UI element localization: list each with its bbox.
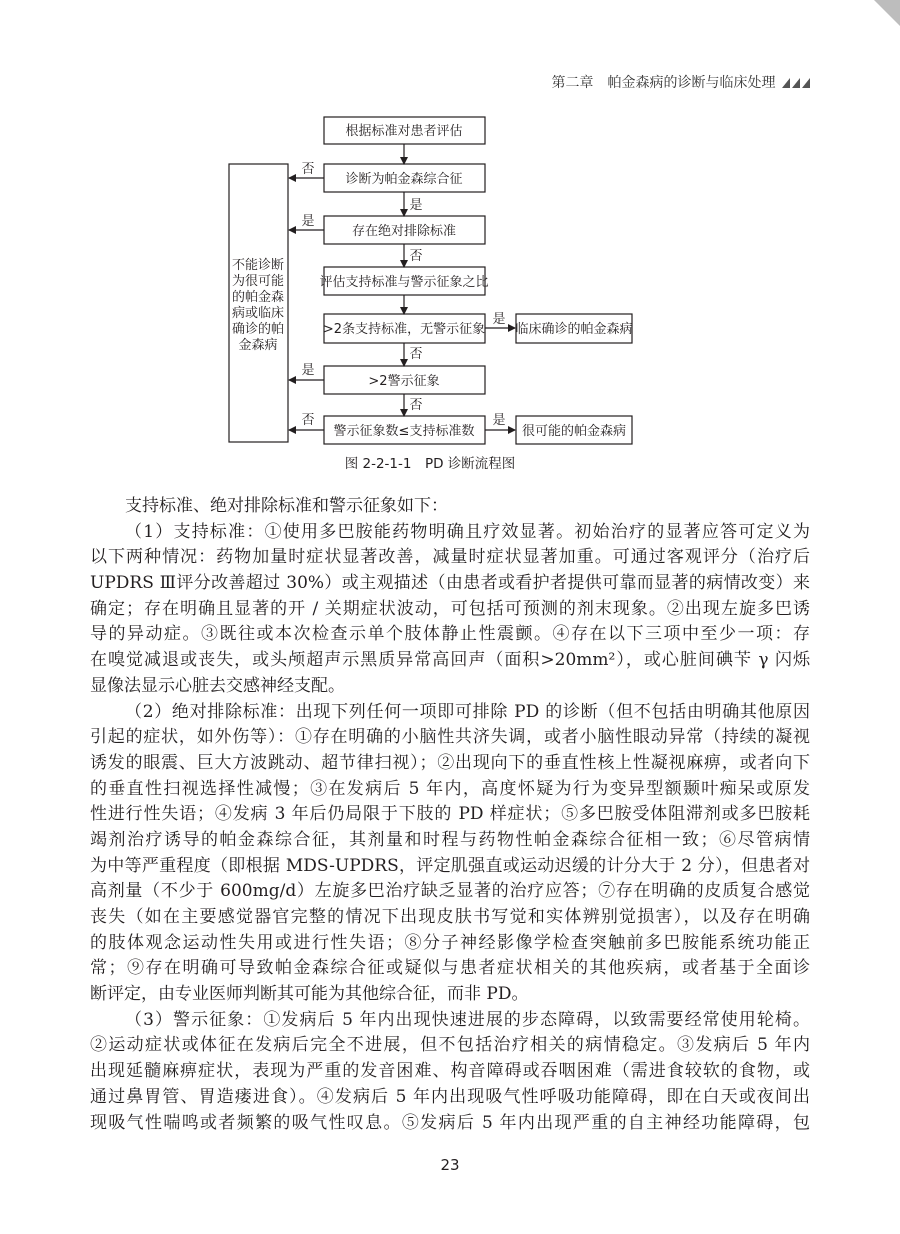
text-line: 竭剂治疗诱导的帕金森综合征，其剂量和时程与药物性帕金森综合征相一致；⑥尽管病情 (90, 829, 810, 850)
text-line: 在嗅觉减退或丧失，或头颅超声示黑质异常高回声（面积>20mm²），或心脏间碘苄 γ 闪烁 (90, 650, 810, 671)
text-line: 支持标准、绝对排除标准和警示征象如下： (125, 496, 448, 516)
text-line: 常；⑨存在明确可导致帕金森综合征或疑似与患者症状相关的其他疾病，或者基于全面诊 (90, 958, 810, 979)
no-label: 否 (301, 413, 315, 428)
text-line: UPDRS Ⅲ评分改善超过 30%）或主观描述（由患者或看护者提供可靠而显著的病情改变）来 (90, 573, 810, 594)
pd-diagnosis-flowchart (0, 0, 900, 480)
figure-caption: 图 2-2-1-1 PD 诊断流程图 (344, 456, 516, 472)
flow-box-label: >2警示征象 (368, 374, 440, 389)
text-line: 性进行性失语；④发病 3 年后仍局限于下肢的 PD 样症状；⑤多巴胺受体阻滞剂或多巴胺耗 (90, 804, 810, 825)
no-label: 否 (409, 249, 423, 264)
text-line: 确定；存在明确且显著的开 / 关期症状波动，可包括可预测的剂末现象。②出现左旋多巴诱 (90, 598, 810, 619)
text-line: （1）支持标准：①使用多巴胺能药物明确且疗效显著。初始治疗的显著应答可定义为 (125, 521, 810, 542)
flow-left-label: 不能诊断 (231, 258, 285, 273)
text-line: 以下两种情况：药物加量时症状显著改善，减量时症状显著加重。可通过客观评分（治疗后 (90, 547, 810, 568)
chapter-title: 帕金森病的诊断与临床处理 (607, 75, 776, 91)
yes-label: 是 (409, 198, 423, 213)
text-line: ②运动症状或体征在发病后完全不进展，但不包括治疗相关的病情稳定。③发病后 5 年内 (90, 1035, 810, 1056)
text-line: 显像法显示心脏去交感神经支配。 (90, 675, 345, 696)
body-text (90, 494, 810, 1136)
text-line: 导的异动症。③既往或本次检查示单个肢体静止性震颤。④存在以下三项中至少一项：存 (90, 624, 810, 645)
text-line: 现吸气性喘鸣或者频繁的吸气性叹息。⑤发病后 5 年内出现严重的自主神经功能障碍，包 (90, 1112, 810, 1133)
flow-box-label: 根据标准对患者评估 (345, 124, 463, 139)
text-line: 引起的症状，如外伤等）：①存在明确的小脑性共济失调，或者小脑性眼动异常（持续的凝视 (90, 727, 810, 748)
text-line: 高剂量（不少于 600mg/d）左旋多巴治疗缺乏显著的治疗应答；⑦存在明确的皮质复合感觉 (90, 881, 810, 902)
text-line: 为中等严重程度（即根据 MDS-UPDRS，评定肌强直或运动迟缓的计分大于 2 分），但患者对 (90, 855, 810, 876)
text-line: 通过鼻胃管、胃造瘘进食）。④发病后 5 年内出现吸气性呼吸功能障碍，即在白天或夜间出 (90, 1086, 810, 1107)
flow-box-label: 诊断为帕金森综合征 (345, 172, 463, 187)
no-label: 否 (409, 347, 423, 362)
yes-label: 是 (492, 413, 506, 428)
flow-box-label: 评估支持标准与警示征象之比 (319, 275, 489, 290)
flow-result-label: 临床确诊的帕金森病 (515, 322, 633, 337)
text-line: 的肢体观念运动性失用或进行性失语；⑧分子神经影像学检查突触前多巴胺能系统功能正 (90, 932, 810, 953)
page-number: 23 (440, 1156, 460, 1174)
yes-label: 是 (301, 363, 315, 378)
text-line: 出现延髓麻痹症状，表现为严重的发音困难、构音障碍或吞咽困难（需进食较软的食物，或 (90, 1061, 810, 1082)
text-line: （2）绝对排除标准：出现下列任何一项即可排除 PD 的诊断（但不包括由明确其他原因 (125, 701, 810, 722)
yes-label: 是 (492, 312, 506, 327)
flow-box-label: >2条支持标准，无警示征象 (322, 322, 486, 337)
text-line: 丧失（如在主要感觉器官完整的情况下出现皮肤书写觉和实体辨别觉损害），以及存在明确 (90, 907, 810, 927)
text-line: 诱发的眼震、巨大方波跳动、超节律扫视）；②出现向下的垂直性核上性凝视麻痹，或者向下 (90, 752, 810, 773)
yes-label: 是 (301, 214, 315, 229)
flow-left-label: 的帕金森 (231, 290, 285, 305)
no-label: 否 (409, 398, 423, 413)
flow-box-label: 存在绝对排除标准 (351, 224, 457, 239)
chapter-number: 第二章 (551, 75, 594, 91)
text-line: 的垂直性扫视选择性减慢；③在发病后 5 年内，高度怀疑为行为变异型额颞叶痴呆或原发 (90, 778, 810, 799)
text-line: （3）警示征象：①发病后 5 年内出现快速进展的步态障碍，以致需要经常使用轮椅。 (125, 1009, 810, 1030)
flow-left-label: 确诊的帕 (231, 322, 285, 337)
flow-left-label: 病或临床 (231, 306, 285, 321)
flow-box-label: 警示征象数≤支持标准数 (333, 424, 475, 439)
text-line: 断评定，由专业医师判断其可能为其他综合征，而非 PD。 (90, 984, 529, 1005)
flow-left-label: 金森病 (238, 338, 278, 353)
flow-result-label: 很可能的帕金森病 (521, 424, 627, 439)
no-label: 否 (301, 162, 315, 177)
flow-left-label: 为很可能 (231, 274, 285, 289)
